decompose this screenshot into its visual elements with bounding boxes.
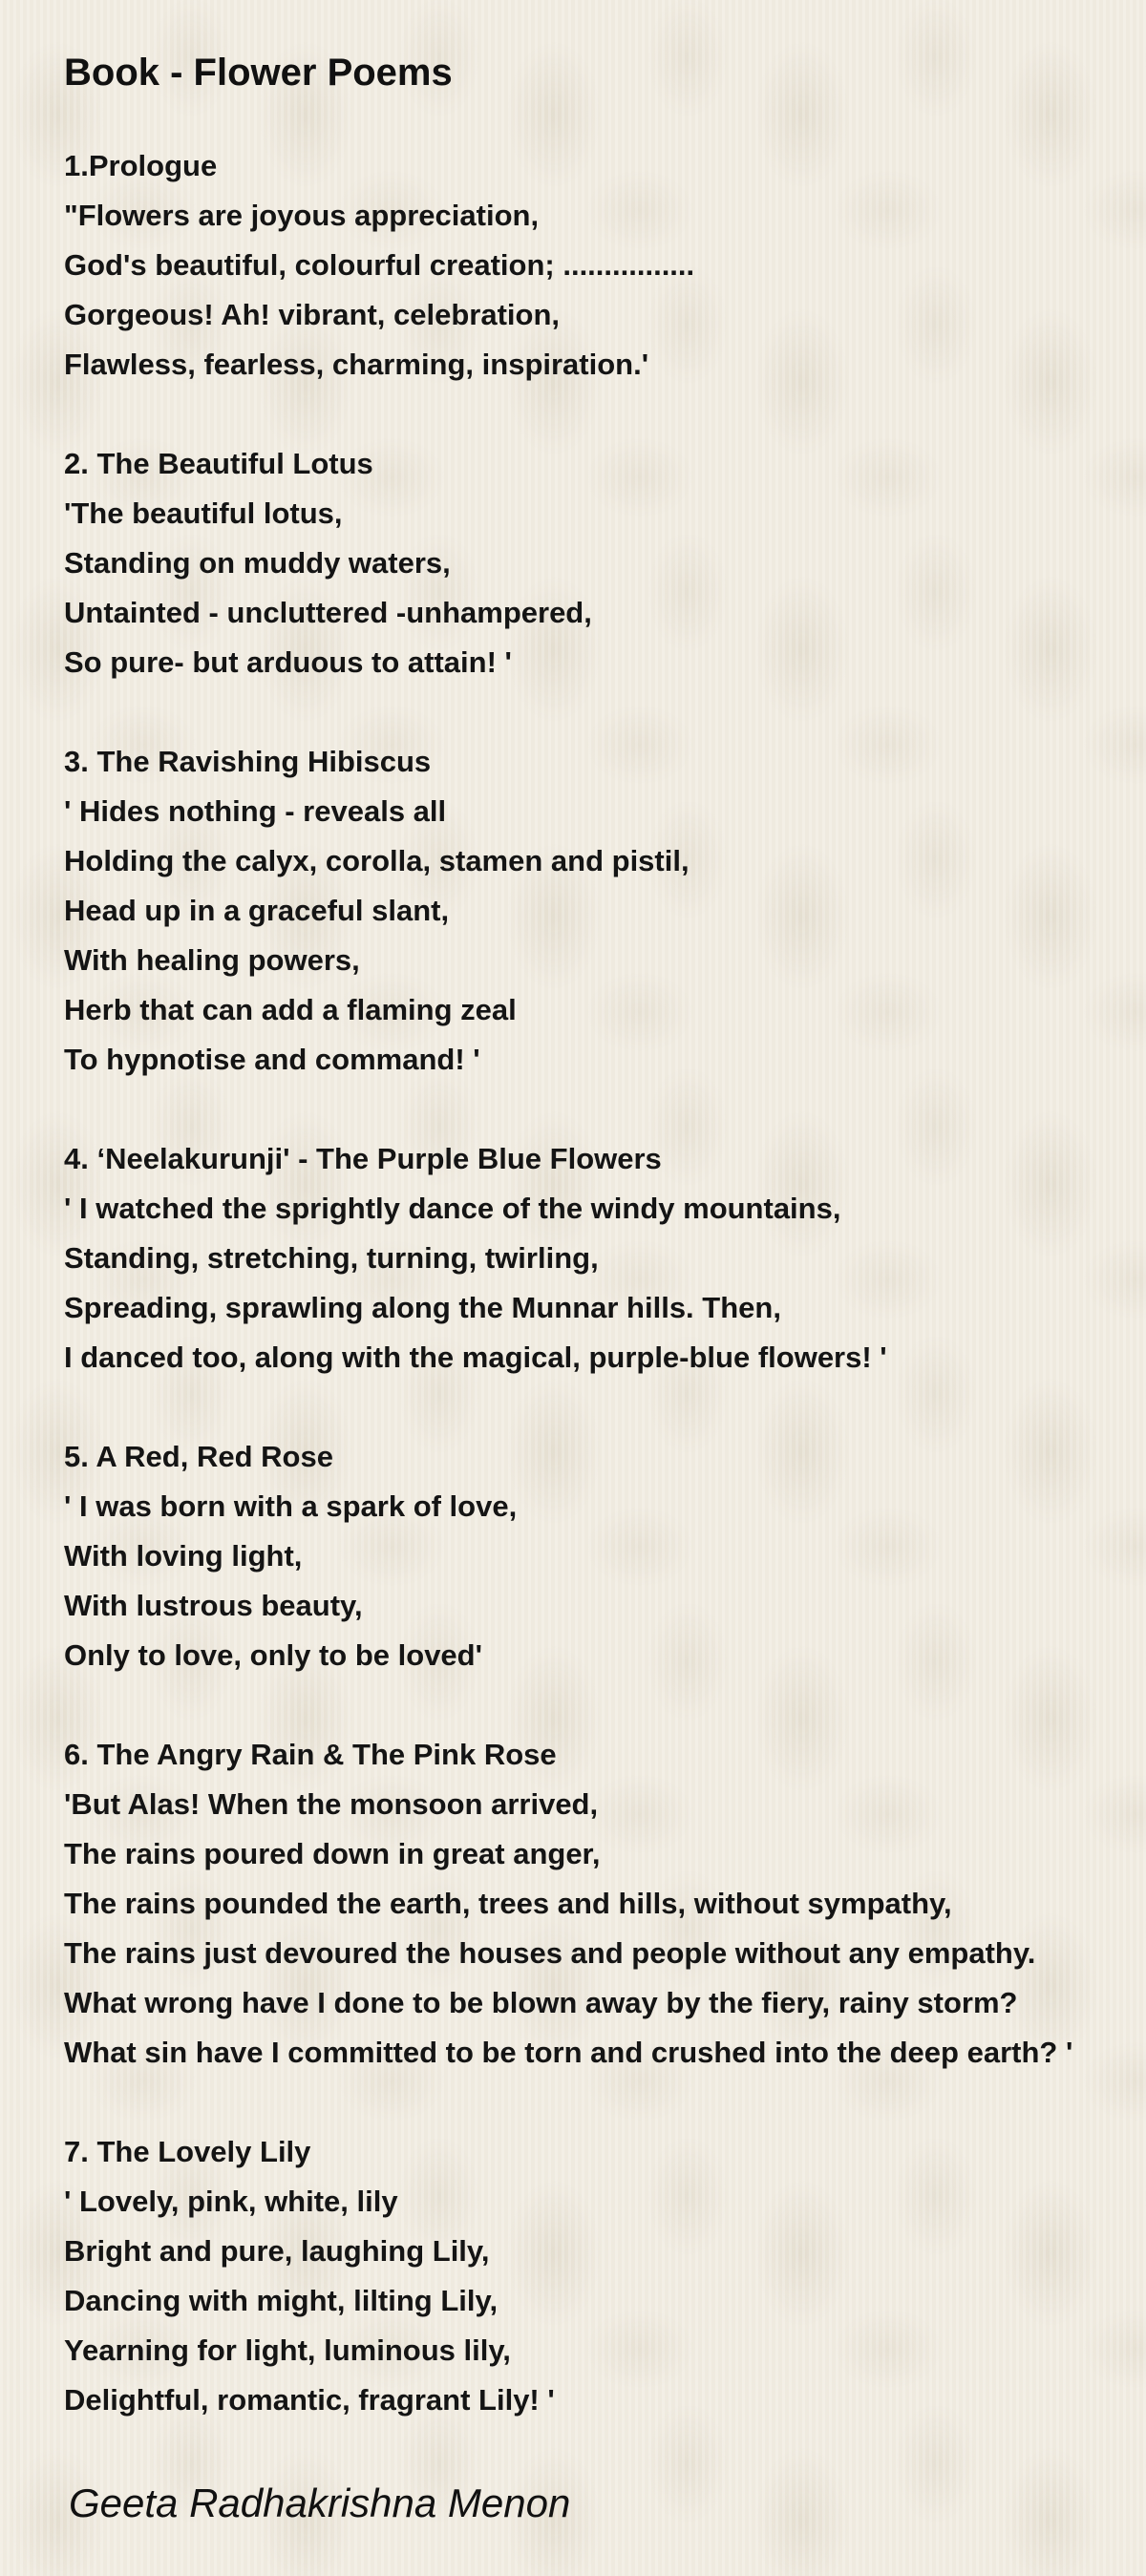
stanza-heading: 7. The Lovely Lily — [64, 2135, 311, 2168]
stanza-heading: 2. The Beautiful Lotus — [64, 447, 373, 480]
poem-line: With healing powers, — [64, 943, 360, 977]
poem-line: Holding the calyx, corolla, stamen and pistil, — [64, 844, 690, 877]
poem-body — [64, 141, 1124, 2425]
poem-line: Gorgeous! Ah! vibrant, celebration, — [64, 298, 561, 331]
poem-line: The rains poured down in great anger, — [64, 1837, 601, 1870]
poem-line: 'The beautiful lotus, — [64, 496, 343, 530]
poem-stanza — [64, 1134, 1124, 1383]
poem-line: Untainted - uncluttered -unhampered, — [64, 596, 592, 629]
poem-line: Head up in a graceful slant, — [64, 894, 450, 927]
poem-line: God's beautiful, colourful creation; ................ — [64, 248, 695, 282]
poem-line: So pure- but arduous to attain! ' — [64, 645, 512, 679]
poem-line: What wrong have I done to be blown away by the fiery, rainy storm? — [64, 1986, 1018, 2019]
poem-stanza — [64, 141, 1124, 390]
poem-line: Standing on muddy waters, — [64, 546, 451, 580]
poem-line: Yearning for light, luminous lily, — [64, 2333, 511, 2367]
poem-line: The rains pounded the earth, trees and hills, without sympathy, — [64, 1887, 952, 1920]
stanza-heading: 3. The Ravishing Hibiscus — [64, 745, 432, 778]
poem-line: Bright and pure, laughing Lily, — [64, 2234, 490, 2268]
poem-line: The rains just devoured the houses and people without any empathy. — [64, 1936, 1036, 1970]
poem-line: ' I watched the sprightly dance of the windy mountains, — [64, 1192, 841, 1225]
poem-line: ' I was born with a spark of love, — [64, 1489, 518, 1523]
poem-stanza — [64, 439, 1124, 687]
stanza-heading: 4. ‘Neelakurunji' - The Purple Blue Flowers — [64, 1142, 662, 1175]
poem-author: Geeta Radhakrishna Menon — [69, 2481, 571, 2525]
poem-line: To hypnotise and command! ' — [64, 1043, 480, 1076]
poem-line: Spreading, sprawling along the Munnar hills. Then, — [64, 1291, 781, 1324]
poem-stanza — [64, 2127, 1124, 2425]
stanza-heading: 6. The Angry Rain & The Pink Rose — [64, 1738, 557, 1771]
poem-stanza — [64, 737, 1124, 1085]
poem-line: Flawless, fearless, charming, inspiration.' — [64, 348, 649, 381]
stanza-heading: 5. A Red, Red Rose — [64, 1440, 333, 1473]
poem-line: With loving light, — [64, 1539, 303, 1573]
poem-line: Standing, stretching, turning, twirling, — [64, 1241, 599, 1275]
poem-line: ' Hides nothing - reveals all — [64, 794, 447, 828]
poem-line: "Flowers are joyous appreciation, — [64, 199, 540, 232]
poem-line: Dancing with might, lilting Lily, — [64, 2284, 499, 2317]
poem-line: Only to love, only to be loved' — [64, 1638, 482, 1672]
poem-title: Book - Flower Poems — [64, 52, 453, 94]
poem-line: What sin have I committed to be torn and crushed into the deep earth? ' — [64, 2036, 1073, 2069]
poem-line: Herb that can add a flaming zeal — [64, 993, 517, 1026]
poem-line: With lustrous beauty, — [64, 1589, 363, 1622]
poem-line: 'But Alas! When the monsoon arrived, — [64, 1787, 599, 1821]
poem-line: ' Lovely, pink, white, lily — [64, 2185, 398, 2218]
poem-stanza — [64, 1432, 1124, 1680]
poem-line: Delightful, romantic, fragrant Lily! ' — [64, 2383, 555, 2417]
poem-stanza — [64, 1730, 1124, 2078]
poem-line: I danced too, along with the magical, purple-blue flowers! ' — [64, 1341, 887, 1374]
stanza-heading: 1.Prologue — [64, 149, 218, 182]
